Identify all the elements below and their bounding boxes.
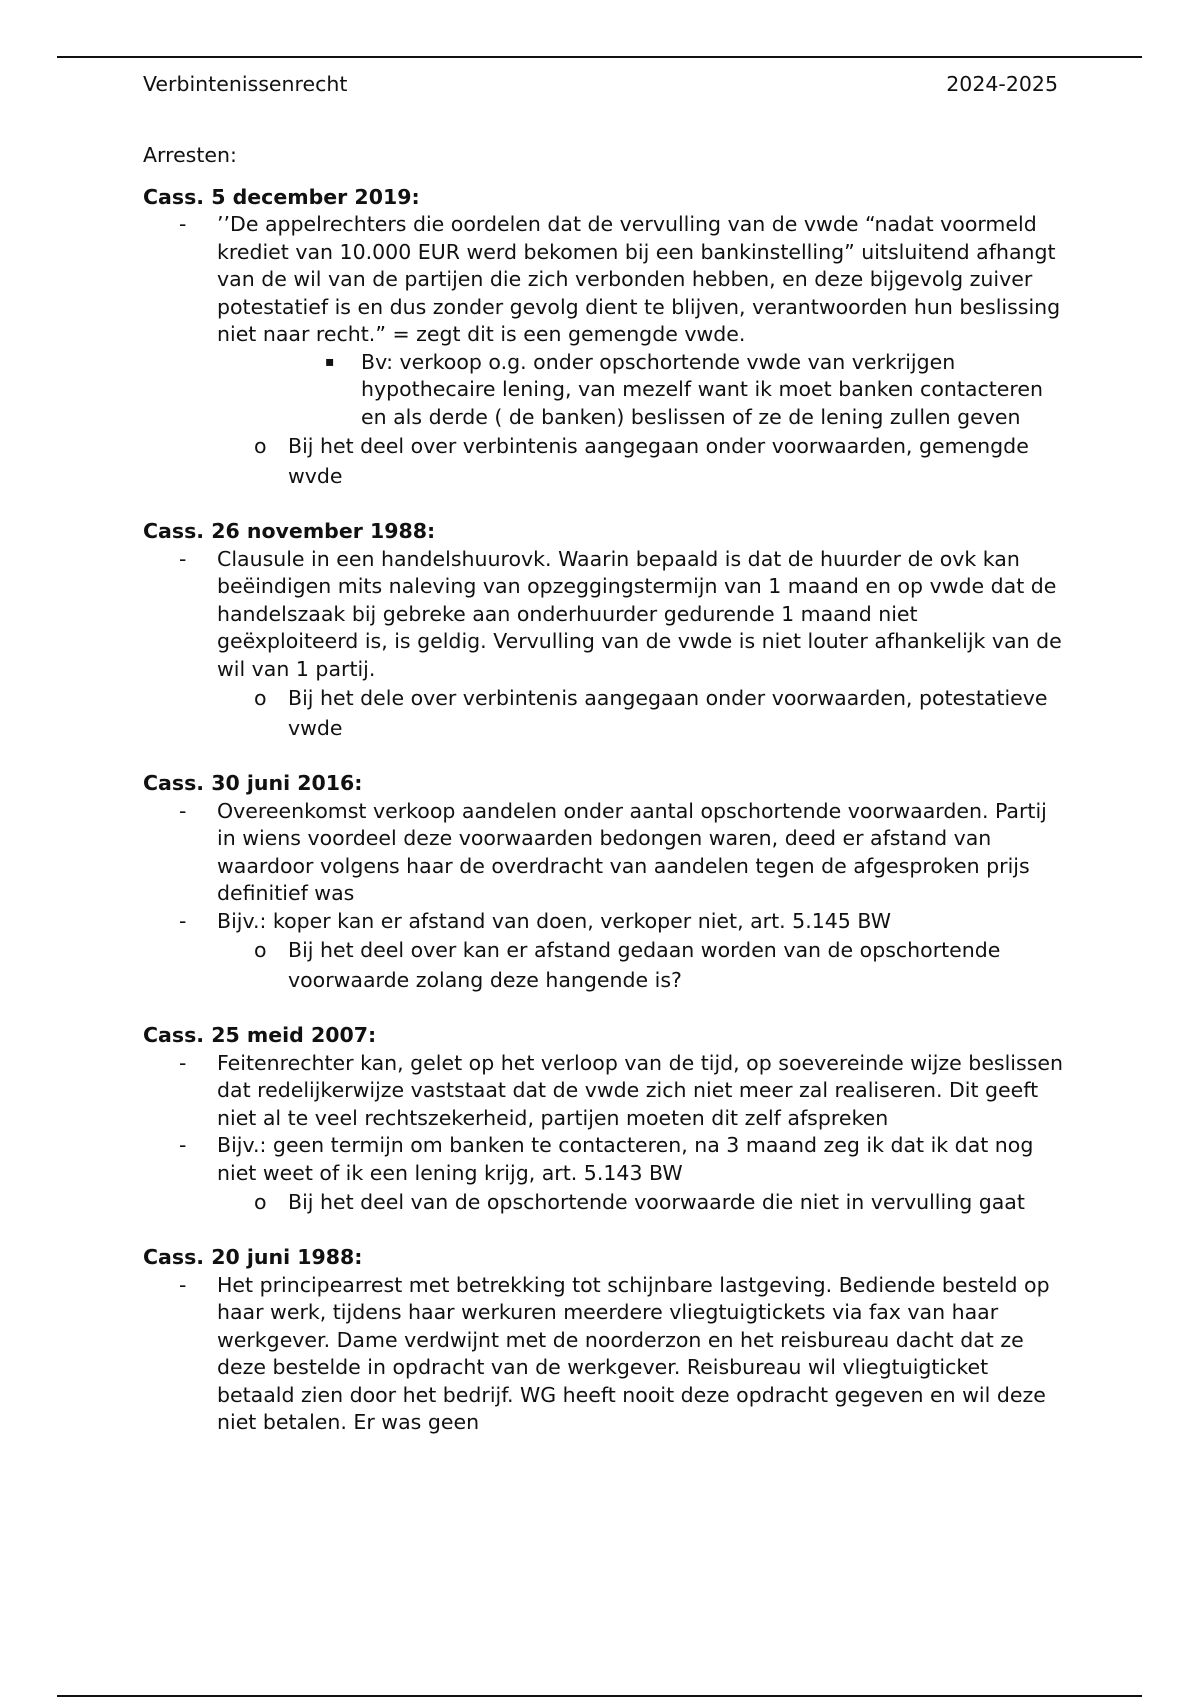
- bottom-rule: [57, 1695, 1142, 1697]
- list-item: [143, 908, 1063, 936]
- dash-bullet: -: [179, 908, 187, 933]
- sub-list-item: [143, 1187, 1063, 1217]
- document-body: [143, 142, 1063, 1464]
- top-rule: [57, 56, 1142, 58]
- circle-bullet: o: [254, 938, 267, 962]
- list-item: [143, 1272, 1063, 1437]
- sub-list-item: [143, 935, 1063, 995]
- list-item: [143, 546, 1063, 684]
- square-bullet-text: Bv: verkoop o.g. onder opschortende vwde van verkrijgen hypothecaire lening, van mezelf want ik moet banken contacteren en als derde ( de banken) beslissen of ze de lening zullen geven: [361, 349, 1043, 429]
- academic-year: 2024-2025: [946, 72, 1058, 96]
- circle-bullet: o: [254, 434, 267, 458]
- list-item-text: Bijv.: geen termijn om banken te contacteren, na 3 maand zeg ik dat ik dat nog niet weet of ik een lening krijg, art. 5.143 BW: [217, 1133, 1034, 1185]
- sub-list-item: [143, 431, 1063, 491]
- circle-bullet: o: [254, 1190, 267, 1214]
- list-item-text: Het principearrest met betrekking tot schijnbare lastgeving. Bediende besteld op haar werk, tijdens haar werkuren meerdere vliegtuigtickets via fax van haar werkgever. Dame verdwijnt met de noorderzon en het reisbureau dacht dat ze deze bestelde in opdracht van de werkgever. Reisbureau wil vliegtuigticket betaald zien door het bedrijf. WG heeft nooit deze opdracht gegeven en wil deze niet betalen. Er was geen: [217, 1272, 1050, 1434]
- list-item-text: ’’De appelrechters die oordelen dat de vervulling van de vwde “nadat voormeld krediet van 10.000 EUR werd bekomen bij een bankinstelling” uitsluitend afhangt van de wil van de partijen die zich verbonden hebben, en deze bijgevolg zuiver potestatief is en dus zonder gevolg dient te blijven, verantwoorden hun beslissing niet naar recht.” = zegt dit is een gemengde vwde.: [217, 212, 1061, 346]
- list-item: [143, 211, 1063, 349]
- dash-bullet: -: [179, 1050, 187, 1075]
- case-section: [143, 1244, 1063, 1437]
- list-item-text: Feitenrechter kan, gelet op het verloop van de tijd, op soevereinde wijze beslissen dat redelijkerwijze vaststaat dat de vwde zich niet meer zal realiseren. Dit geeft niet al te veel rechtszekerheid, partijen moeten dit zelf afspreken: [217, 1050, 1063, 1130]
- sub-list-item: [143, 683, 1063, 743]
- list-item: [143, 798, 1063, 908]
- square-bullet-item: [143, 349, 1063, 432]
- list-item: [143, 1050, 1063, 1133]
- sub-list-item-text: Bij het dele over verbintenis aangegaan onder voorwaarden, potestatieve vwde: [288, 686, 1048, 740]
- intro-label: Arresten:: [143, 143, 237, 167]
- dash-bullet: -: [179, 798, 187, 823]
- course-title: Verbintenissenrecht: [143, 72, 348, 96]
- sub-list-item-text: Bij het deel over kan er afstand gedaan worden van de opschortende voorwaarde zolang deze hangende is?: [288, 938, 1001, 992]
- circle-bullet: o: [254, 686, 267, 710]
- case-title: Cass. 25 meid 2007:: [143, 1023, 377, 1047]
- case-title: Cass. 20 juni 1988:: [143, 1245, 363, 1269]
- case-title: Cass. 30 juni 2016:: [143, 771, 363, 795]
- list-item-text: Clausule in een handelshuurovk. Waarin bepaald is dat de huurder de ovk kan beëindigen mits naleving van opzeggingstermijn van 1 maand en op vwde dat de handelszaak bij gebreke aan onderhuurder gedurende 1 maand niet geëxploiteerd is, is geldig. Vervulling van de vwde is niet louter afhankelijk van de wil van 1 partij.: [217, 546, 1062, 681]
- list-item-text: Bijv.: koper kan er afstand van doen, verkoper niet, art. 5.145 BW: [217, 908, 891, 933]
- case-section: [143, 518, 1063, 743]
- dash-bullet: -: [179, 546, 187, 571]
- case-title: Cass. 26 november 1988:: [143, 519, 436, 543]
- page-header: [143, 70, 1058, 98]
- dash-bullet: -: [179, 1272, 187, 1297]
- case-title: Cass. 5 december 2019:: [143, 184, 420, 209]
- list-item-text: Overeenkomst verkoop aandelen onder aantal opschortende voorwaarden. Partij in wiens voordeel deze voorwaarden bedongen waren, deed er afstand van waardoor volgens haar de overdracht van aandelen tegen de afgesproken prijs definitief was: [217, 798, 1047, 905]
- case-section: [143, 184, 1063, 492]
- dash-bullet: -: [179, 1133, 187, 1157]
- case-section: [143, 770, 1063, 995]
- dash-bullet: -: [179, 212, 187, 236]
- case-section: [143, 1022, 1063, 1217]
- square-bullet: ▪: [325, 353, 335, 370]
- list-item: [143, 1132, 1063, 1187]
- sub-list-item-text: Bij het deel over verbintenis aangegaan onder voorwaarden, gemengde wvde: [288, 434, 1029, 488]
- sub-list-item-text: Bij het deel van de opschortende voorwaarde die niet in vervulling gaat: [288, 1190, 1025, 1214]
